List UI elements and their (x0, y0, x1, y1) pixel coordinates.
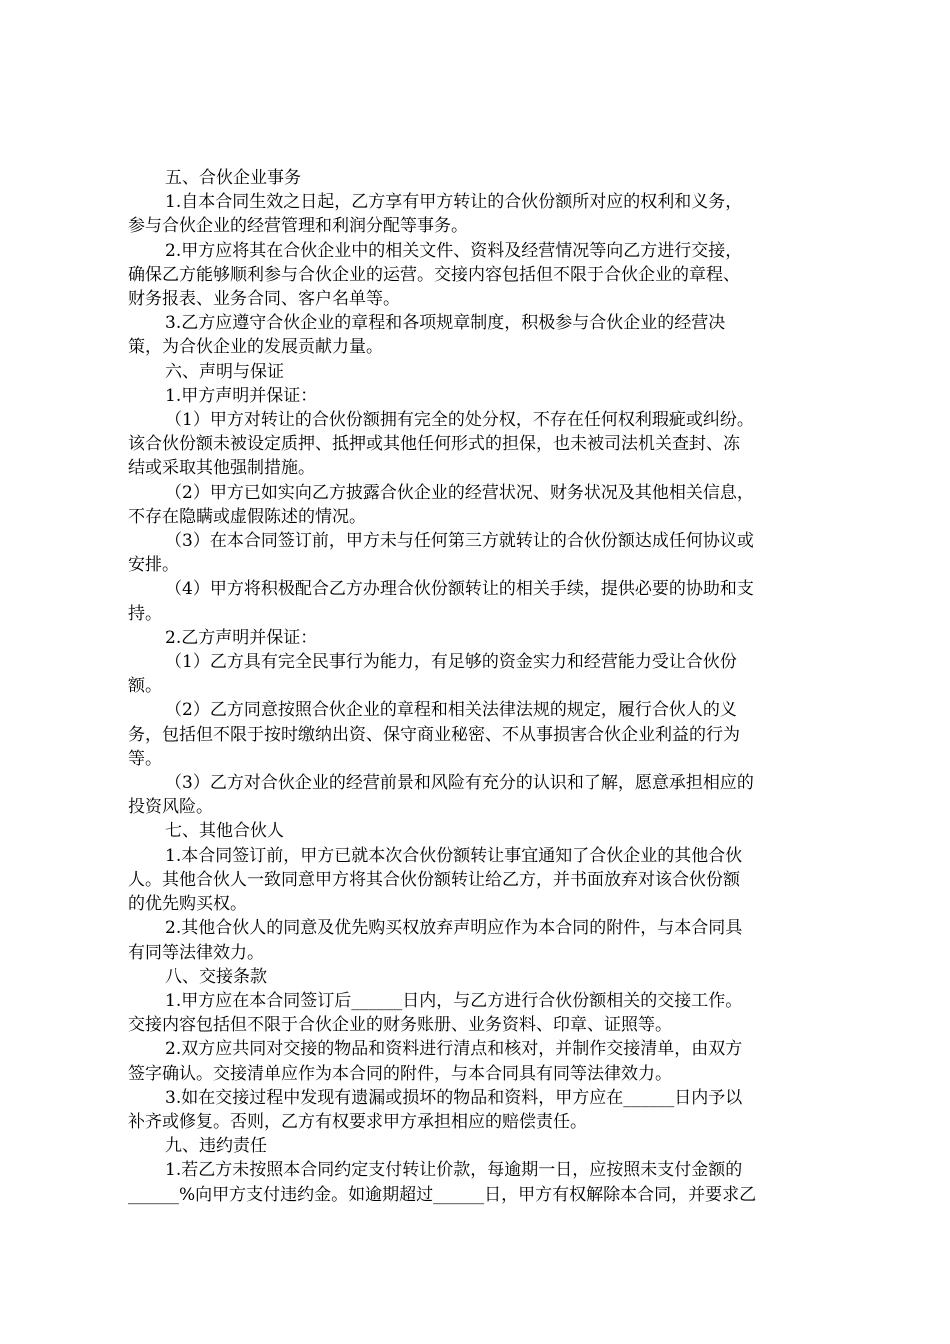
paragraph-line: 投资风险。 (128, 797, 213, 818)
heading-section-8: 八、交接条款 (165, 966, 267, 987)
paragraph-line: 务，包括但不限于按时缴纳出资、保守商业秘密、不从事损害合伙企业利益的行为 (128, 724, 740, 745)
paragraph-line: 2.甲方应将其在合伙企业中的相关文件、资料及经营情况等向乙方进行交接， (165, 240, 743, 261)
paragraph-line: 财务报表、业务合同、客户名单等。 (128, 289, 400, 310)
paragraph-line: 1.若乙方未按照本合同约定支付转让价款，每逾期一日，应按照未支付金额的 (165, 1160, 743, 1181)
paragraph-line: 安排。 (128, 555, 179, 576)
paragraph-line: 1.甲方声明并保证： (165, 385, 318, 406)
paragraph-line: 3.如在交接过程中发现有遗漏或损坏的物品和资料，甲方应在______日内予以 (165, 1087, 743, 1108)
paragraph-line: （3）在本合同签订前，甲方未与任何第三方就转让的合伙份额达成任何协议或 (165, 531, 754, 552)
paragraph-line: 确保乙方能够顺利参与合伙企业的运营。交接内容包括但不限于合伙企业的章程、 (128, 264, 740, 285)
paragraph-line: 的优先购买权。 (128, 894, 247, 915)
document-page (128, 166, 828, 1207)
paragraph-line: 有同等法律效力。 (128, 942, 264, 963)
paragraph-line: 参与合伙企业的经营管理和利润分配等事务。 (128, 216, 468, 237)
paragraph-line: （1）甲方对转让的合伙份额拥有完全的处分权，不存在任何权利瑕疵或纠纷。 (165, 410, 754, 431)
paragraph-line: 人。其他合伙人一致同意甲方将其合伙份额转让给乙方，并书面放弃对该合伙份额 (128, 869, 740, 890)
paragraph-line: 签字确认。交接清单应作为本合同的附件，与本合同具有同等法律效力。 (128, 1063, 672, 1084)
paragraph-line: （3）乙方对合伙企业的经营前景和风险有充分的认识和了解，愿意承担相应的 (165, 773, 754, 794)
paragraph-line: （1）乙方具有完全民事行为能力，有足够的资金实力和经营能力受让合伙份 (165, 652, 737, 673)
paragraph-line: 持。 (128, 603, 162, 624)
paragraph-line: 额。 (128, 676, 162, 697)
paragraph-line: 2.双方应共同对交接的物品和资料进行清点和核对，并制作交接清单，由双方 (165, 1039, 743, 1060)
paragraph-line: （2）甲方已如实向乙方披露合伙企业的经营状况、财务状况及其他相关信息， (165, 482, 754, 503)
paragraph-line: 不存在隐瞒或虚假陈述的情况。 (128, 506, 366, 527)
heading-section-6: 六、声明与保证 (165, 361, 284, 382)
paragraph-line: 交接内容包括但不限于合伙企业的财务账册、业务资料、印章、证照等。 (128, 1015, 672, 1036)
heading-section-5: 五、合伙企业事务 (165, 168, 301, 188)
paragraph-line: 3.乙方应遵守合伙企业的章程和各项规章制度，积极参与合伙企业的经营决 (165, 313, 726, 334)
paragraph-line: ______%向甲方支付违约金。如逾期超过______日，甲方有权解除本合同，并要求乙 (128, 1184, 757, 1205)
paragraph-line: 1.本合同签订前，甲方已就本次合伙份额转让事宜通知了合伙企业的其他合伙 (165, 845, 743, 866)
paragraph-line: 补齐或修复。否则，乙方有权要求甲方承担相应的赔偿责任。 (128, 1111, 587, 1132)
paragraph-line: 2.其他合伙人的同意及优先购买权放弃声明应作为本合同的附件，与本合同具 (165, 918, 743, 939)
paragraph-line: 1.甲方应在本合同签订后______日内，与乙方进行合伙份额相关的交接工作。 (165, 990, 743, 1011)
paragraph-line: 结或采取其他强制措施。 (128, 458, 315, 479)
paragraph-line: 策，为合伙企业的发展贡献力量。 (128, 337, 383, 358)
paragraph-line: 该合伙份额未被设定质押、抵押或其他任何形式的担保，也未被司法机关查封、冻 (128, 434, 740, 455)
paragraph-line: 2.乙方声明并保证： (165, 627, 318, 648)
paragraph-line: 1.自本合同生效之日起，乙方享有甲方转让的合伙份额所对应的权利和义务， (165, 192, 743, 213)
paragraph-line: 等。 (128, 748, 162, 769)
paragraph-line: （2）乙方同意按照合伙企业的章程和相关法律法规的规定，履行合伙人的义 (165, 700, 737, 721)
paragraph-line: （4）甲方将积极配合乙方办理合伙份额转让的相关手续，提供必要的协助和支 (165, 579, 754, 600)
heading-section-9: 九、违约责任 (165, 1136, 267, 1157)
heading-section-7: 七、其他合伙人 (165, 821, 284, 842)
